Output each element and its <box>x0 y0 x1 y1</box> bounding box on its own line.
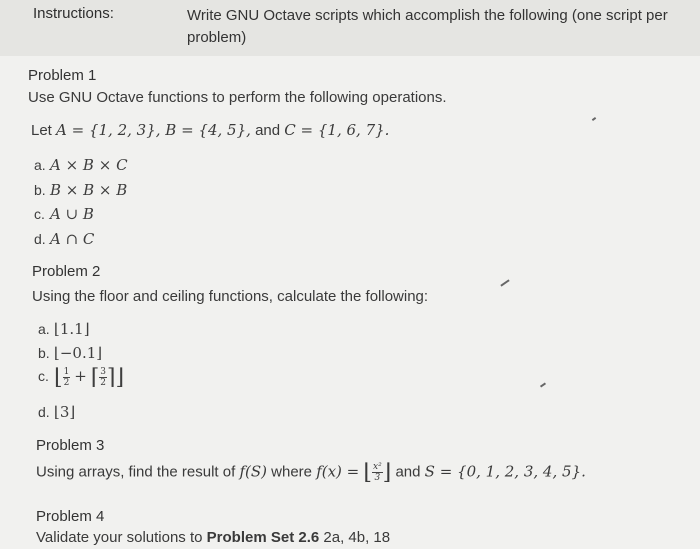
problem1-description: Use GNU Octave functions to perform the following operations. <box>28 89 447 106</box>
stray-mark <box>540 382 546 387</box>
problem2-item-a: a. ⌊1.1⌋ <box>38 320 90 338</box>
f-of-s: f(S) <box>239 462 267 481</box>
problem3-title: Problem 3 <box>36 437 105 454</box>
and-word: and <box>255 122 281 139</box>
problem-set-ref: Problem Set 2.6 <box>206 529 320 546</box>
problem2-title: Problem 2 <box>32 263 101 280</box>
problem4-title: Problem 4 <box>36 508 105 525</box>
set-s: S = {0, 1, 2, 3, 4, 5}. <box>424 462 586 481</box>
problem2-item-c: c. ⌊ $\frac{1}{2}$ + ⌈ $\frac{3}{2}$ ⌉⌋ <box>38 365 125 390</box>
problem3-description: Using arrays, find the result of f(S) where f(x) = ⌊ $\frac{\text{x²}}{3}$ ⌋ and S = {0, 1, 2, 3, 4, 5}. <box>36 460 586 485</box>
f-of-x: f(x) = <box>316 462 360 481</box>
set-c: C = {1, 6, 7}. <box>284 121 390 139</box>
instructions-text: Write GNU Octave scripts which accomplish the following (one script per problem) <box>187 7 668 46</box>
problem1-item-b: b. B × B × B <box>34 181 128 199</box>
problem1-item-a: a. A × B × C <box>34 156 128 174</box>
problem1-item-c: c. A ∪ B <box>34 205 94 223</box>
problem1-sets <box>31 121 389 139</box>
stray-mark <box>592 117 596 121</box>
problem2-description: Using the floor and ceiling functions, calculate the following: <box>32 288 429 305</box>
problem4-description: Validate your solutions to Problem Set 2.6 2a, 4b, 18 <box>36 529 391 546</box>
problem2-item-b: b. ⌊−0.1⌋ <box>38 344 103 362</box>
problem1-item-d: d. A ∩ C <box>34 230 95 248</box>
let-prefix: Let <box>31 122 52 139</box>
problem1-title: Problem 1 <box>28 67 97 84</box>
stray-mark <box>500 279 509 286</box>
set-a-b: A = {1, 2, 3}, B = {4, 5}, <box>56 121 251 139</box>
instructions-label: Instructions: <box>33 5 114 22</box>
problem2-item-d: d. ⌊3⌋ <box>38 403 76 421</box>
